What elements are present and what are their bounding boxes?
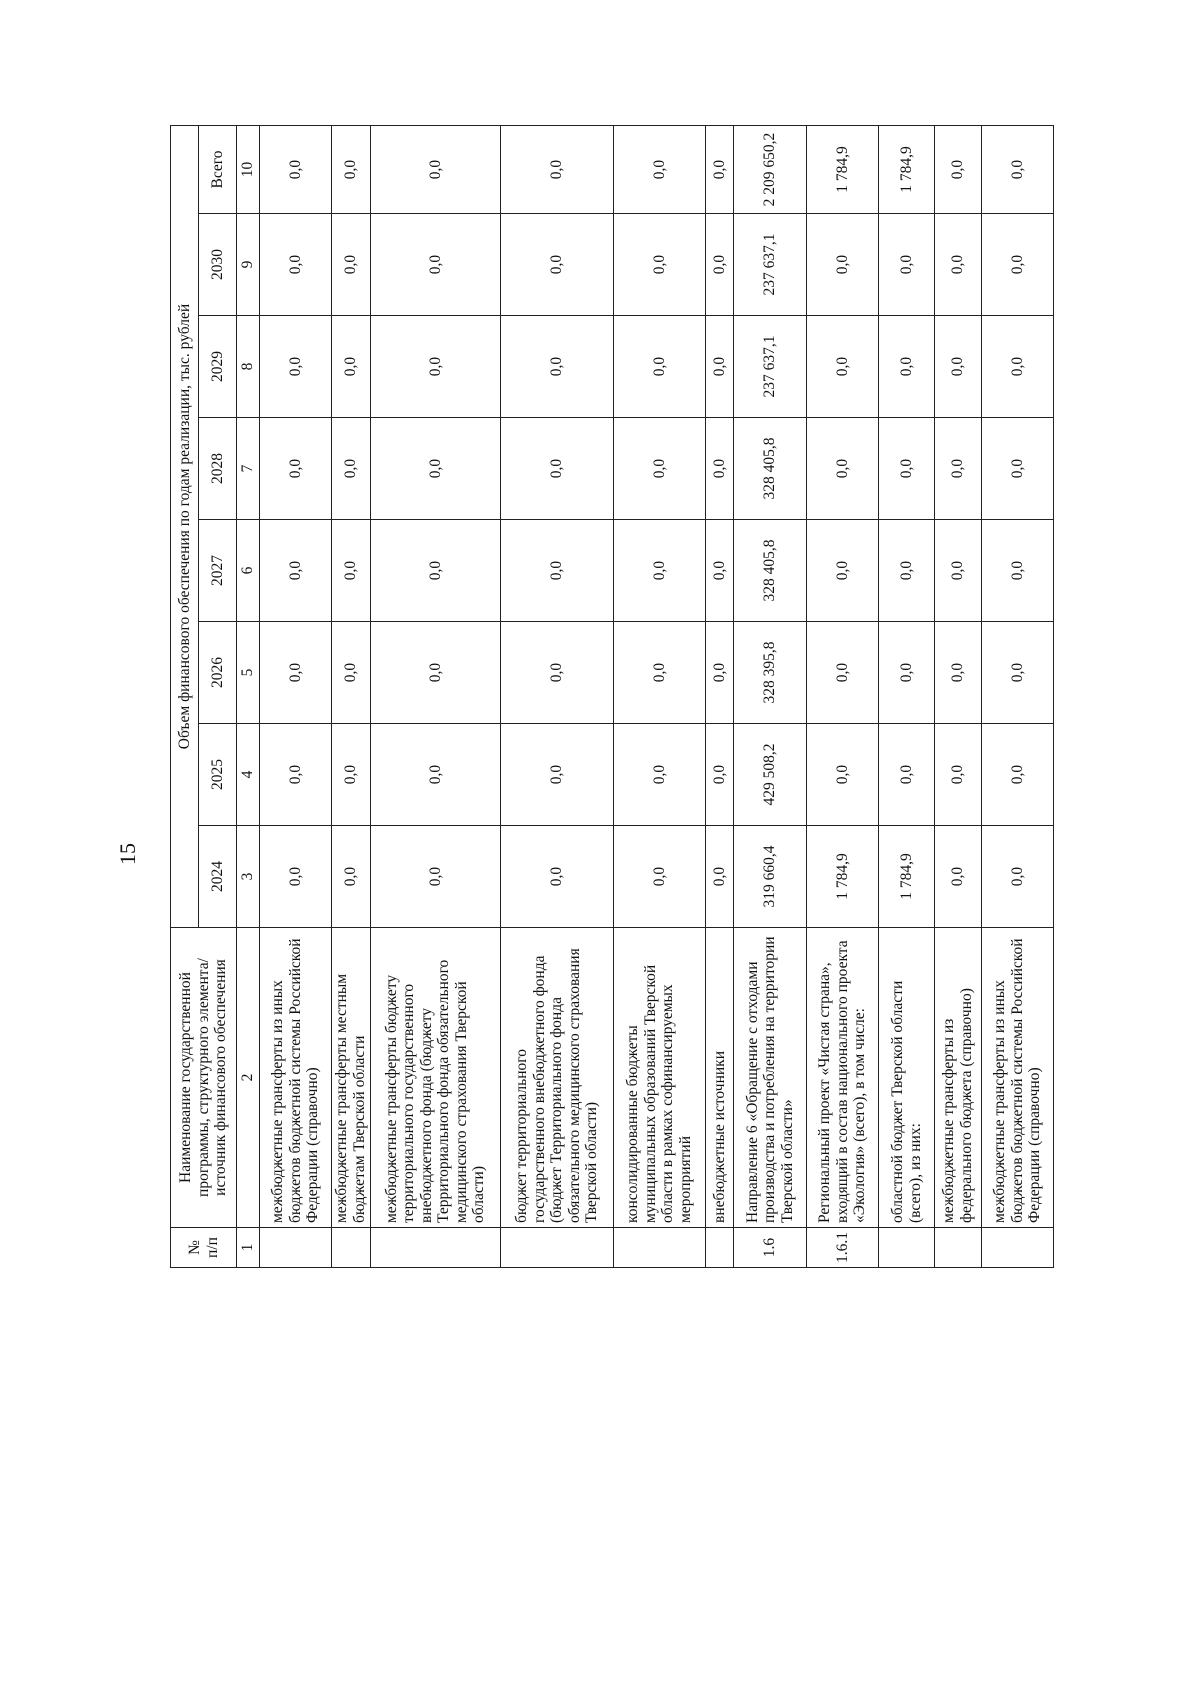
row-value: 237 637,1 [734,214,806,316]
header-year: 2030 [199,214,237,316]
row-value: 237 637,1 [734,316,806,418]
row-value: 0,0 [981,724,1053,826]
row-name: консолидированные бюджеты муниципальных образований Тверской области в рамках софинансируемых мероприятий [613,928,705,1228]
column-number: 2 [237,928,260,1228]
table-row [370,126,501,1268]
row-value: 0,0 [370,622,501,724]
table-row [613,126,705,1268]
row-name: межбюджетные трансферты из федерального бюджета (справочно) [935,928,981,1228]
row-value: 0,0 [706,418,734,520]
row-value: 0,0 [706,724,734,826]
row-value: 0,0 [935,418,981,520]
row-name: областной бюджет Тверской области (всего), из них: [879,928,935,1228]
row-value: 0,0 [370,826,501,928]
row-value: 0,0 [935,622,981,724]
row-value: 0,0 [260,418,332,520]
row-value: 0,0 [981,316,1053,418]
row-value: 0,0 [613,724,705,826]
row-value: 0,0 [706,520,734,622]
row-value: 0,0 [935,316,981,418]
row-value: 0,0 [981,126,1053,214]
row-value: 0,0 [613,520,705,622]
row-name: межбюджетные трансферты местным бюджетам Тверской области [332,928,370,1228]
header-year: 2027 [199,520,237,622]
header-name: Наименование государственной программы, структурного элемента/источник финансового обеспечения [171,928,237,1228]
header-num: № п/п [171,1228,237,1268]
row-num [935,1228,981,1268]
row-value: 0,0 [332,126,370,214]
row-value: 0,0 [501,316,614,418]
row-num: 1.6.1 [806,1228,878,1268]
row-value: 0,0 [806,520,878,622]
table-row [706,126,734,1268]
row-value: 0,0 [332,622,370,724]
row-value: 0,0 [501,826,614,928]
row-value: 0,0 [260,214,332,316]
row-num [501,1228,614,1268]
row-name: Направление 6 «Обращение с отходами производства и потребления на территории Тверской области» [734,928,806,1228]
row-value: 0,0 [981,418,1053,520]
row-value: 0,0 [260,316,332,418]
column-number: 8 [237,316,260,418]
row-value: 0,0 [806,214,878,316]
row-value: 0,0 [706,826,734,928]
row-value: 0,0 [501,126,614,214]
row-value: 0,0 [879,622,935,724]
table-body [260,126,1054,1268]
row-value: 0,0 [260,826,332,928]
header-year: 2025 [199,724,237,826]
row-value: 0,0 [806,316,878,418]
row-value: 0,0 [613,214,705,316]
row-num [370,1228,501,1268]
row-value: 0,0 [370,418,501,520]
row-value: 0,0 [370,214,501,316]
row-value: 319 660,4 [734,826,806,928]
row-value: 0,0 [613,126,705,214]
row-value: 0,0 [981,520,1053,622]
row-value: 0,0 [613,622,705,724]
row-value: 0,0 [879,520,935,622]
row-value: 0,0 [706,316,734,418]
row-num [879,1228,935,1268]
row-value: 0,0 [332,520,370,622]
row-value: 328 405,8 [734,418,806,520]
header-group: Объем финансового обеспечения по годам реализации, тыс. рублей [171,126,199,928]
row-value: 0,0 [981,826,1053,928]
row-value: 1 784,9 [879,826,935,928]
row-value: 0,0 [879,316,935,418]
row-value: 1 784,9 [879,126,935,214]
table-row [734,126,806,1268]
row-value: 0,0 [370,520,501,622]
header-total: Всего [199,126,237,214]
header-year: 2028 [199,418,237,520]
row-value: 0,0 [981,214,1053,316]
row-value: 0,0 [806,724,878,826]
row-value: 0,0 [332,214,370,316]
row-value: 0,0 [332,724,370,826]
row-name: межбюджетные трансферты бюджету территориального государственного внебюджетного фонда (бюджету Территориального фонда обязательного медицинского страхования Тверской области) [370,928,501,1228]
table-row [879,126,935,1268]
row-num [332,1228,370,1268]
row-value: 0,0 [806,622,878,724]
column-number: 7 [237,418,260,520]
column-number: 10 [237,126,260,214]
row-value: 0,0 [332,418,370,520]
row-num [613,1228,705,1268]
column-number: 1 [237,1228,260,1268]
table-row [981,126,1053,1268]
rotated-table-container [170,126,1054,1268]
table-row [935,126,981,1268]
row-value: 0,0 [613,826,705,928]
row-value: 0,0 [260,622,332,724]
row-value: 0,0 [370,126,501,214]
header-year: 2026 [199,622,237,724]
row-value: 0,0 [501,418,614,520]
row-name: Региональный проект «Чистая страна», входящий в состав национального проекта «Экология» (всего), в том числе: [806,928,878,1228]
table-row [806,126,878,1268]
row-value: 0,0 [935,126,981,214]
column-number: 9 [237,214,260,316]
row-value: 328 405,8 [734,520,806,622]
row-value: 0,0 [260,724,332,826]
row-value: 0,0 [501,520,614,622]
row-value: 0,0 [332,316,370,418]
row-value: 0,0 [706,214,734,316]
column-number: 3 [237,826,260,928]
row-value: 0,0 [879,418,935,520]
row-value: 0,0 [501,214,614,316]
row-value: 0,0 [501,724,614,826]
row-value: 429 508,2 [734,724,806,826]
row-num: 1.6 [734,1228,806,1268]
row-value: 0,0 [981,622,1053,724]
row-value: 0,0 [935,520,981,622]
row-value: 328 395,8 [734,622,806,724]
row-value: 0,0 [501,622,614,724]
table-row [260,126,332,1268]
row-name: межбюджетные трансферты из иных бюджетов бюджетной системы Российской Федерации (справочно) [981,928,1053,1228]
row-num [260,1228,332,1268]
column-number: 6 [237,520,260,622]
row-value: 0,0 [806,418,878,520]
row-value: 0,0 [332,826,370,928]
row-num [981,1228,1053,1268]
table-header [171,126,260,1268]
column-number: 4 [237,724,260,826]
row-value: 0,0 [879,214,935,316]
row-value: 0,0 [935,826,981,928]
table-row [501,126,614,1268]
row-value: 0,0 [370,316,501,418]
row-value: 0,0 [260,520,332,622]
row-name: бюджет территориального государственного внебюджетного фонда (бюджет Территориального фонда обязательного медицинского страхования Тверской области) [501,928,614,1228]
row-value: 1 784,9 [806,826,878,928]
header-year: 2024 [199,826,237,928]
table-row [332,126,370,1268]
page-number: 15 [115,843,140,865]
row-value: 2 209 650,2 [734,126,806,214]
row-value: 1 784,9 [806,126,878,214]
row-value: 0,0 [935,214,981,316]
row-value: 0,0 [706,126,734,214]
row-name: межбюджетные трансферты из иных бюджетов бюджетной системы Российской Федерации (справочно) [260,928,332,1228]
row-num [706,1228,734,1268]
row-name: внебюджетные источники [706,928,734,1228]
row-value: 0,0 [613,418,705,520]
row-value: 0,0 [370,724,501,826]
row-value: 0,0 [879,724,935,826]
row-value: 0,0 [706,622,734,724]
row-value: 0,0 [260,126,332,214]
header-year: 2029 [199,316,237,418]
column-number: 5 [237,622,260,724]
row-value: 0,0 [613,316,705,418]
row-value: 0,0 [935,724,981,826]
financing-table [170,125,1054,1268]
column-number-row [237,126,260,1268]
